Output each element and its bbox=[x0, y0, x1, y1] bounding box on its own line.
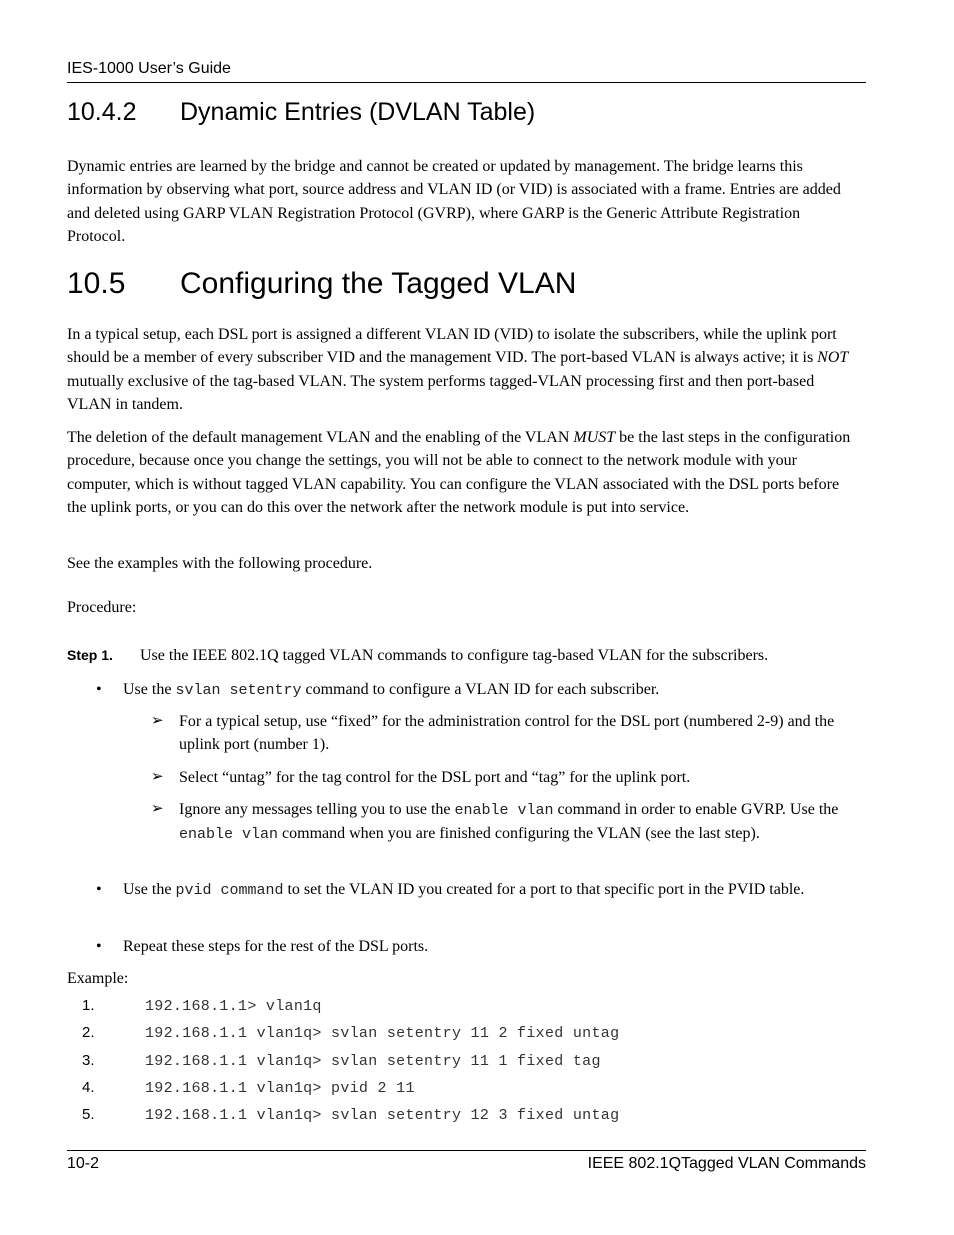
sub-bullet-text: Select “untag” for the tag control for the DSL port and “tag” for the uplink port. bbox=[179, 769, 691, 786]
bullet-text bbox=[123, 878, 856, 902]
text-run: command in order to enable GVRP. Use the bbox=[553, 801, 839, 818]
example-line bbox=[82, 1079, 415, 1097]
line-number: 1. bbox=[82, 997, 95, 1014]
line-number: 5. bbox=[82, 1106, 95, 1123]
code-text: 192.168.1.1 vlan1q> pvid 2 11 bbox=[145, 1080, 415, 1097]
line-number: 3. bbox=[82, 1052, 95, 1069]
sub-bullet-enable-vlan bbox=[151, 798, 851, 847]
footer-chapter-title: IEEE 802.1QTagged VLAN Commands bbox=[587, 1155, 866, 1172]
sub-bullet-text: For a typical setup, use “fixed” for the administration control for the DSL port (numbered 2-9) and the uplink port (number 1). bbox=[179, 713, 835, 754]
bullet-icon: • bbox=[96, 881, 102, 898]
procedure-label: Procedure: bbox=[67, 599, 137, 616]
bullet-text bbox=[123, 678, 856, 702]
inline-code: svlan setentry bbox=[175, 682, 302, 699]
config-paragraph-2 bbox=[67, 426, 857, 519]
text-run: command when you are finished configuring the VLAN (see the last step). bbox=[278, 825, 760, 843]
text-run: The deletion of the default management VLAN and the enabling of the VLAN bbox=[67, 429, 574, 446]
bullet-item-pvid bbox=[96, 878, 856, 902]
arrow-bullet-icon: ➢ bbox=[151, 801, 164, 817]
bullet-text: Repeat these steps for the rest of the DSL ports. bbox=[123, 938, 429, 955]
example-line bbox=[82, 1106, 619, 1124]
example-line bbox=[82, 1052, 601, 1070]
sub-bullet-text bbox=[179, 798, 851, 847]
header-title: IES-1000 User’s Guide bbox=[67, 60, 231, 77]
page-footer bbox=[67, 1150, 866, 1172]
config-paragraph-3: See the examples with the following procedure. bbox=[67, 555, 373, 572]
inline-code: pvid command bbox=[175, 882, 284, 899]
arrow-bullet-icon: ➢ bbox=[151, 713, 164, 729]
step-1 bbox=[67, 647, 768, 665]
text-run: Use the bbox=[123, 681, 176, 698]
emphasis-must: MUST bbox=[573, 429, 616, 446]
bullet-icon: • bbox=[96, 938, 102, 955]
bullet-icon: • bbox=[96, 681, 102, 698]
example-line bbox=[82, 997, 322, 1015]
section-number: 10.4.2 bbox=[67, 98, 137, 126]
example-line bbox=[82, 1024, 619, 1042]
footer-page-number: 10-2 bbox=[67, 1155, 100, 1172]
text-run: Use the bbox=[123, 881, 176, 898]
step-label: Step 1. bbox=[67, 647, 113, 663]
sub-bullet-untag bbox=[151, 766, 851, 789]
bullet-item-svlan-setentry bbox=[96, 678, 856, 702]
code-text: 192.168.1.1 vlan1q> svlan setentry 11 1 fixed tag bbox=[145, 1053, 601, 1070]
text-run: to set the VLAN ID you created for a port to that specific port in the PVID table. bbox=[283, 881, 805, 898]
inline-code: enable vlan bbox=[179, 826, 279, 844]
line-number: 4. bbox=[82, 1079, 95, 1096]
section-heading-dynamic-entries bbox=[67, 98, 535, 127]
config-paragraph-1 bbox=[67, 323, 857, 416]
step-text: Use the IEEE 802.1Q tagged VLAN commands to configure tag-based VLAN for the subscribers. bbox=[140, 647, 769, 664]
code-text: 192.168.1.1 vlan1q> svlan setentry 12 3 fixed untag bbox=[145, 1107, 620, 1124]
section-title: Dynamic Entries (DVLAN Table) bbox=[180, 98, 536, 126]
text-run: mutually exclusive of the tag-based VLAN. The system performs tagged-VLAN processing first and then port-based VLAN in tandem. bbox=[67, 372, 815, 413]
section-heading-configuring-tagged-vlan bbox=[67, 267, 576, 301]
emphasis-not: NOT bbox=[817, 349, 849, 367]
text-run: Ignore any messages telling you to use the bbox=[179, 801, 455, 818]
text-run: command to configure a VLAN ID for each subscriber. bbox=[301, 681, 660, 698]
text-run: In a typical setup, each DSL port is assigned a different VLAN ID (VID) to isolate the subscribers, while the uplink port should be a member of every subscriber VID and the management VID. The port-based VLAN is always active; it is bbox=[67, 326, 837, 367]
text-run: be the last steps in the configuration procedure, because once you change the settings, you will not be able to connect to the network module with your computer, which is without tagged VLAN capability. You can configure the VLAN associated with the DSL ports before the uplink ports, or you can do this over the network after the network module is put into service. bbox=[67, 429, 851, 516]
page-header bbox=[67, 60, 866, 83]
example-label: Example: bbox=[67, 970, 129, 987]
code-text: 192.168.1.1 vlan1q> svlan setentry 11 2 fixed untag bbox=[145, 1025, 620, 1042]
dynamic-entries-paragraph: Dynamic entries are learned by the bridge and cannot be created or updated by management. The bridge learns this information by observing what port, source address and VLAN ID (or VID) is associated with a frame. Entries are added and deleted using GARP VLAN Registration Protocol (GVRP), where GARP is the Generic Attribute Registration Protocol. bbox=[67, 158, 841, 245]
line-number: 2. bbox=[82, 1024, 95, 1041]
section-title: Configuring the Tagged VLAN bbox=[180, 267, 577, 300]
code-text: 192.168.1.1> vlan1q bbox=[145, 998, 322, 1015]
inline-code: enable vlan bbox=[454, 802, 554, 819]
arrow-bullet-icon: ➢ bbox=[151, 769, 164, 785]
bullet-item-repeat bbox=[96, 935, 856, 958]
section-number: 10.5 bbox=[67, 267, 126, 300]
sub-bullet-fixed bbox=[151, 710, 851, 757]
